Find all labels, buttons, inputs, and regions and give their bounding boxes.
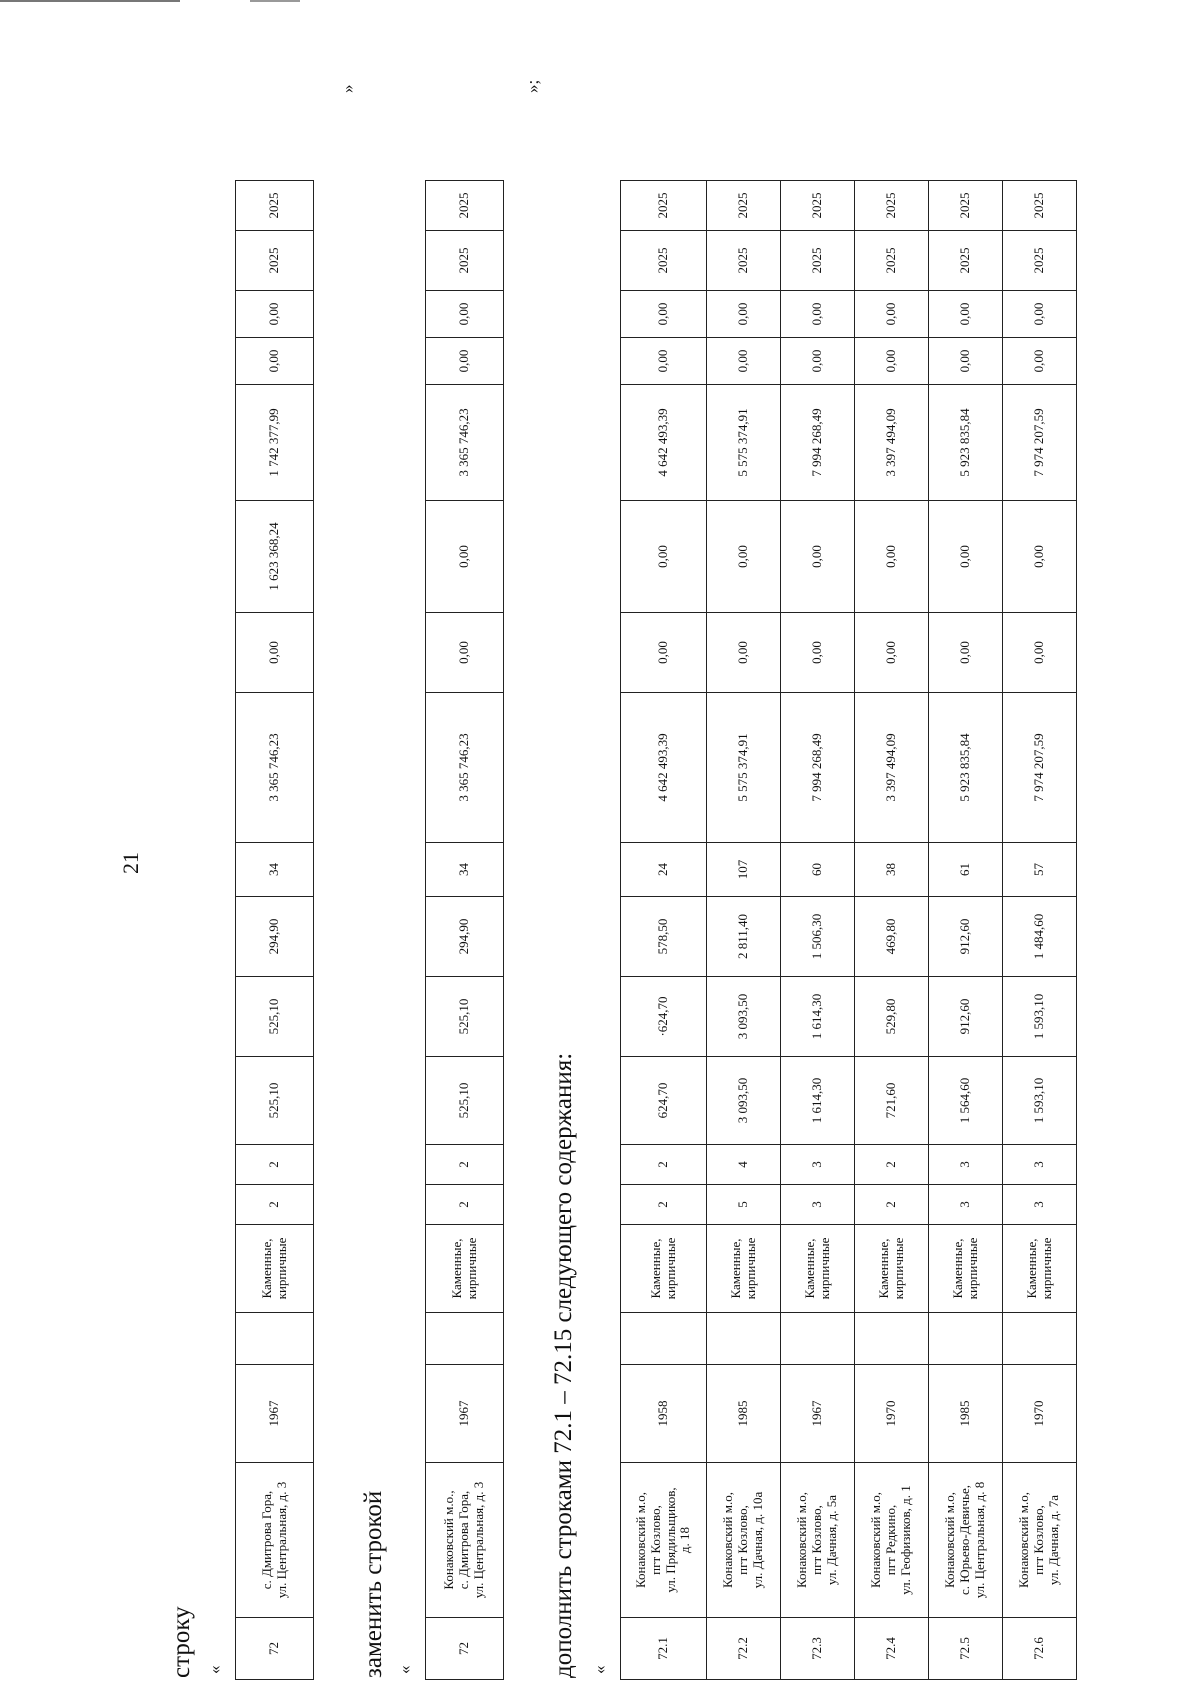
cell-blank-col	[236, 1313, 314, 1365]
cell-blank-col	[929, 1313, 1003, 1365]
cell-wall-material: Каменные, кирпичные	[236, 1225, 314, 1313]
cell-plan-year-1: 2025	[426, 231, 504, 291]
table-new-row	[425, 180, 504, 1680]
table-added-rows	[620, 180, 1077, 1680]
cell-fund-cost: 0,00	[855, 613, 929, 693]
table-row	[236, 181, 314, 1680]
cell-area-residential: 1 484,60	[1003, 897, 1077, 977]
cell-address: с. Дмитрова Гора, ул. Центральная, д. 3	[236, 1463, 314, 1618]
cell-build-year: 1970	[1003, 1365, 1077, 1463]
cell-wall-material: Каменные, кирпичные	[929, 1225, 1003, 1313]
cell-entrances: 3	[929, 1145, 1003, 1185]
cell-total-cost: 7 994 268,49	[781, 693, 855, 843]
cell-spec-cost-1: 0,00	[781, 338, 855, 385]
cell-fund-cost: 0,00	[236, 613, 314, 693]
cell-area-premises: ·624,70	[621, 977, 707, 1057]
cell-residents: 57	[1003, 843, 1077, 897]
cell-total-area: 525,10	[236, 1057, 314, 1145]
cell-spec-cost-1: 0,00	[855, 338, 929, 385]
cell-wall-material: Каменные, кирпичные	[855, 1225, 929, 1313]
cell-build-year: 1985	[707, 1365, 781, 1463]
cell-owner-cost: 4 642 493,39	[621, 385, 707, 501]
cell-wall-material: Каменные, кирпичные	[707, 1225, 781, 1313]
cell-entrances: 3	[1003, 1145, 1077, 1185]
cell-blank-col	[621, 1313, 707, 1365]
table-row	[855, 181, 929, 1680]
cell-plan-year-1: 2025	[855, 231, 929, 291]
cell-owner-cost: 7 994 268,49	[781, 385, 855, 501]
open-quote-2: «	[395, 1665, 414, 1674]
cell-plan-year-2: 2025	[621, 181, 707, 231]
cell-entrances: 3	[781, 1145, 855, 1185]
cell-entrances: 2	[236, 1145, 314, 1185]
cell-address: Конаковский м.о, пгт Козлово, ул. Дачная, д. 10а	[707, 1463, 781, 1618]
cell-area-premises: 529,80	[855, 977, 929, 1057]
cell-budget-cost: 0,00	[1003, 501, 1077, 613]
cell-total-area: 525,10	[426, 1057, 504, 1145]
cell-spec-cost-2: 0,00	[707, 291, 781, 338]
cell-address: Конаковский м.о, пгт Козлово, ул. Дачная, д. 7а	[1003, 1463, 1077, 1618]
cell-spec-cost-2: 0,00	[1003, 291, 1077, 338]
cell-spec-cost-2: 0,00	[781, 291, 855, 338]
cell-residents: 61	[929, 843, 1003, 897]
cell-total-area: 1 593,10	[1003, 1057, 1077, 1145]
cell-spec-cost-2: 0,00	[236, 291, 314, 338]
cell-row-number: 72	[426, 1618, 504, 1680]
table-row	[1003, 181, 1077, 1680]
close-quote-2: »;	[523, 79, 542, 93]
cell-floors: 2	[855, 1185, 929, 1225]
cell-total-cost: 5 575 374,91	[707, 693, 781, 843]
cell-row-number: 72.1	[621, 1618, 707, 1680]
cell-spec-cost-1: 0,00	[426, 338, 504, 385]
cell-area-residential: 1 506,30	[781, 897, 855, 977]
cell-plan-year-2: 2025	[1003, 181, 1077, 231]
cell-spec-cost-1: 0,00	[621, 338, 707, 385]
cell-owner-cost: 5 575 374,91	[707, 385, 781, 501]
cell-budget-cost: 0,00	[855, 501, 929, 613]
cell-owner-cost: 1 742 377,99	[236, 385, 314, 501]
cell-area-residential: 294,90	[426, 897, 504, 977]
cell-area-premises: 525,10	[426, 977, 504, 1057]
cell-plan-year-1: 2025	[929, 231, 1003, 291]
cell-plan-year-1: 2025	[707, 231, 781, 291]
cell-fund-cost: 0,00	[781, 613, 855, 693]
cell-spec-cost-1: 0,00	[707, 338, 781, 385]
cell-total-area: 624,70	[621, 1057, 707, 1145]
cell-address: Конаковский м.о, пгт Редкино, ул. Геофизиков, д. 1	[855, 1463, 929, 1618]
cell-spec-cost-2: 0,00	[929, 291, 1003, 338]
cell-area-residential: 912,60	[929, 897, 1003, 977]
cell-total-cost: 5 923 835,84	[929, 693, 1003, 843]
cell-blank-col	[426, 1313, 504, 1365]
cell-budget-cost: 0,00	[929, 501, 1003, 613]
cell-entrances: 4	[707, 1145, 781, 1185]
cell-owner-cost: 7 974 207,59	[1003, 385, 1077, 501]
close-quote-1: »	[338, 84, 357, 93]
cell-spec-cost-1: 0,00	[1003, 338, 1077, 385]
cell-row-number: 72.2	[707, 1618, 781, 1680]
cell-floors: 2	[426, 1185, 504, 1225]
cell-row-number: 72	[236, 1618, 314, 1680]
cell-fund-cost: 0,00	[707, 613, 781, 693]
cell-total-cost: 7 974 207,59	[1003, 693, 1077, 843]
cell-residents: 38	[855, 843, 929, 897]
cell-build-year: 1967	[236, 1365, 314, 1463]
cell-floors: 5	[707, 1185, 781, 1225]
cell-spec-cost-1: 0,00	[929, 338, 1003, 385]
cell-area-premises: 1 614,30	[781, 977, 855, 1057]
cell-build-year: 1967	[426, 1365, 504, 1463]
cell-total-area: 3 093,50	[707, 1057, 781, 1145]
cell-total-cost: 3 397 494,09	[855, 693, 929, 843]
cell-area-residential: 294,90	[236, 897, 314, 977]
cell-total-area: 1 564,60	[929, 1057, 1003, 1145]
cell-blank-col	[855, 1313, 929, 1365]
label-stroku: строку	[168, 1606, 195, 1678]
cell-budget-cost: 0,00	[707, 501, 781, 613]
cell-area-residential: 2 811,40	[707, 897, 781, 977]
cell-owner-cost: 5 923 835,84	[929, 385, 1003, 501]
cell-build-year: 1970	[855, 1365, 929, 1463]
cell-plan-year-1: 2025	[621, 231, 707, 291]
cell-floors: 3	[781, 1185, 855, 1225]
cell-residents: 24	[621, 843, 707, 897]
table-row	[707, 181, 781, 1680]
cell-build-year: 1958	[621, 1365, 707, 1463]
table-old-row	[235, 180, 314, 1680]
page-number: 21	[118, 852, 143, 874]
cell-total-area: 721,60	[855, 1057, 929, 1145]
cell-area-residential: 578,50	[621, 897, 707, 977]
cell-floors: 2	[621, 1185, 707, 1225]
cell-address: Конаковский м.о, пгт Козлово, ул. Дачная, д. 5а	[781, 1463, 855, 1618]
cell-spec-cost-2: 0,00	[621, 291, 707, 338]
cell-row-number: 72.3	[781, 1618, 855, 1680]
cell-wall-material: Каменные, кирпичные	[426, 1225, 504, 1313]
cell-spec-cost-1: 0,00	[236, 338, 314, 385]
open-quote-1: «	[205, 1665, 224, 1674]
cell-plan-year-2: 2025	[426, 181, 504, 231]
cell-floors: 3	[929, 1185, 1003, 1225]
cell-plan-year-2: 2025	[929, 181, 1003, 231]
cell-wall-material: Каменные, кирпичные	[1003, 1225, 1077, 1313]
cell-owner-cost: 3 365 746,23	[426, 385, 504, 501]
cell-plan-year-1: 2025	[1003, 231, 1077, 291]
label-dopolnit: дополнить строками 72.1 – 72.15 следующего содержания:	[550, 1052, 577, 1678]
cell-owner-cost: 3 397 494,09	[855, 385, 929, 501]
cell-area-premises: 525,10	[236, 977, 314, 1057]
cell-budget-cost: 0,00	[781, 501, 855, 613]
cell-plan-year-2: 2025	[236, 181, 314, 231]
cell-blank-col	[1003, 1313, 1077, 1365]
table-row	[426, 181, 504, 1680]
label-zamenit: заменить строкой	[360, 1490, 387, 1678]
cell-fund-cost: 0,00	[426, 613, 504, 693]
cell-floors: 2	[236, 1185, 314, 1225]
cell-fund-cost: 0,00	[1003, 613, 1077, 693]
cell-total-area: 1 614,30	[781, 1057, 855, 1145]
cell-plan-year-2: 2025	[781, 181, 855, 231]
cell-residents: 107	[707, 843, 781, 897]
cell-area-premises: 1 593,10	[1003, 977, 1077, 1057]
cell-total-cost: 3 365 746,23	[426, 693, 504, 843]
cell-plan-year-2: 2025	[707, 181, 781, 231]
cell-entrances: 2	[855, 1145, 929, 1185]
cell-residents: 34	[236, 843, 314, 897]
table-row	[621, 181, 707, 1680]
cell-fund-cost: 0,00	[621, 613, 707, 693]
cell-address: Конаковский м.о., с. Дмитрова Гора, ул. Центральная, д. 3	[426, 1463, 504, 1618]
cell-build-year: 1967	[781, 1365, 855, 1463]
cell-wall-material: Каменные, кирпичные	[621, 1225, 707, 1313]
cell-area-residential: 469,80	[855, 897, 929, 977]
cell-blank-col	[781, 1313, 855, 1365]
table-row	[929, 181, 1003, 1680]
cell-row-number: 72.6	[1003, 1618, 1077, 1680]
cell-row-number: 72.5	[929, 1618, 1003, 1680]
cell-entrances: 2	[426, 1145, 504, 1185]
cell-entrances: 2	[621, 1145, 707, 1185]
open-quote-3: «	[590, 1665, 609, 1674]
cell-total-cost: 4 642 493,39	[621, 693, 707, 843]
cell-fund-cost: 0,00	[929, 613, 1003, 693]
cell-spec-cost-2: 0,00	[855, 291, 929, 338]
cell-build-year: 1985	[929, 1365, 1003, 1463]
table-row	[781, 181, 855, 1680]
cell-address: Конаковский м.о, с. Юрьево-Девичье, ул. Центральная, д. 8	[929, 1463, 1003, 1618]
cell-residents: 34	[426, 843, 504, 897]
cell-residents: 60	[781, 843, 855, 897]
cell-budget-cost: 0,00	[426, 501, 504, 613]
cell-address: Конаковский м.о, пгт Козлово, ул. Прядильщиков, д. 18	[621, 1463, 707, 1618]
cell-spec-cost-2: 0,00	[426, 291, 504, 338]
cell-budget-cost: 1 623 368,24	[236, 501, 314, 613]
cell-row-number: 72.4	[855, 1618, 929, 1680]
cell-area-premises: 912,60	[929, 977, 1003, 1057]
cell-plan-year-1: 2025	[236, 231, 314, 291]
cell-blank-col	[707, 1313, 781, 1365]
cell-area-premises: 3 093,50	[707, 977, 781, 1057]
cell-total-cost: 3 365 746,23	[236, 693, 314, 843]
cell-budget-cost: 0,00	[621, 501, 707, 613]
cell-floors: 3	[1003, 1185, 1077, 1225]
cell-wall-material: Каменные, кирпичные	[781, 1225, 855, 1313]
cell-plan-year-1: 2025	[781, 231, 855, 291]
cell-plan-year-2: 2025	[855, 181, 929, 231]
